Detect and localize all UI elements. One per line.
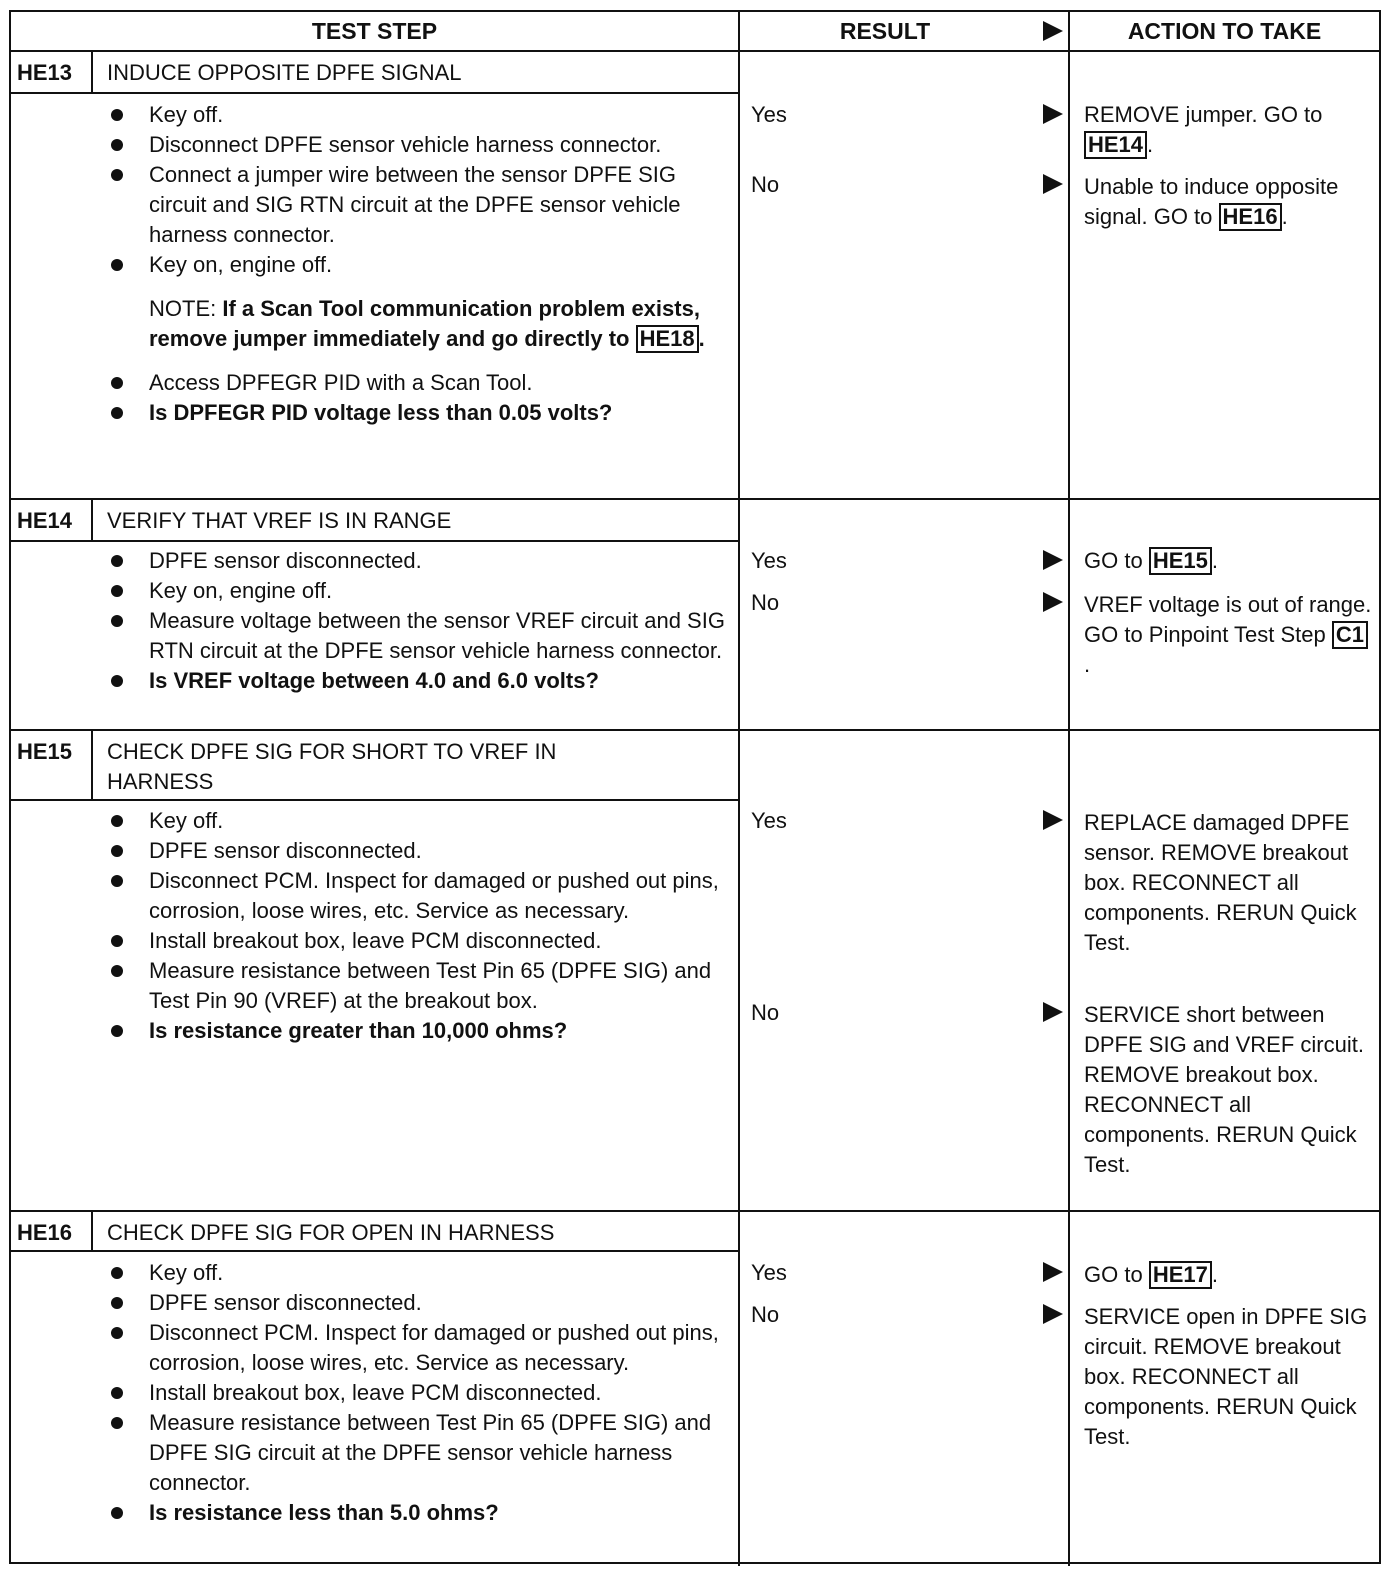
instruction-item: Key on, engine off. — [107, 576, 732, 606]
instruction-item: Key off. — [107, 100, 732, 130]
instruction-item: Key on, engine off. — [107, 250, 732, 280]
bullet-icon — [111, 109, 123, 121]
action-yes: REPLACE damaged DPFE sensor. REMOVE breakout box. RECONNECT all components. RERUN Quick Test. — [1084, 810, 1357, 955]
step-reference-he16[interactable]: HE16 — [1219, 203, 1282, 231]
step-header-he14 — [11, 500, 738, 542]
step-number: HE14 — [11, 500, 93, 540]
step-instructions-he16 — [107, 1258, 732, 1528]
bullet-icon — [111, 1025, 123, 1037]
bullet-icon — [111, 1417, 123, 1429]
instruction-item: Connect a jumper wire between the sensor DPFE SIG circuit and SIG RTN circuit at the DPFE sensor vehicle harness connector. — [107, 160, 732, 250]
bullet-icon — [111, 875, 123, 887]
action-no: VREF voltage is out of range. GO to Pinpoint Test Step C1. — [1084, 592, 1372, 677]
instruction-item: DPFE sensor disconnected. — [107, 1288, 732, 1318]
result-yes: Yes — [751, 102, 787, 127]
bullet-icon — [111, 675, 123, 687]
bullet-icon — [111, 585, 123, 597]
instruction-item: Key off. — [107, 1258, 732, 1288]
column-divider-result-action — [1068, 12, 1070, 1566]
instruction-item: Measure voltage between the sensor VREF circuit and SIG RTN circuit at the DPFE sensor vehicle harness connector. — [107, 606, 732, 666]
step-instructions-he15 — [107, 806, 732, 1046]
result-yes: Yes — [751, 1260, 787, 1285]
step-header-he15 — [11, 731, 738, 801]
note-text: If a Scan Tool communication problem exists, remove jumper immediately and go directly to — [149, 296, 700, 351]
instruction-item: DPFE sensor disconnected. — [107, 546, 732, 576]
diagnostic-table — [9, 10, 1381, 1564]
arrow-icon — [1043, 1304, 1063, 1324]
bullet-icon — [111, 555, 123, 567]
instruction-item: Install breakout box, leave PCM disconnected. — [107, 926, 732, 956]
bullet-icon — [111, 169, 123, 181]
bullet-icon — [111, 935, 123, 947]
arrow-icon — [1043, 810, 1063, 830]
result-no: No — [751, 172, 780, 197]
step-title: INDUCE OPPOSITE DPFE SIGNAL — [107, 60, 462, 85]
bullet-icon — [111, 259, 123, 271]
arrow-icon — [1043, 592, 1063, 612]
bullet-icon — [111, 1327, 123, 1339]
instruction-item: Measure resistance between Test Pin 65 (DPFE SIG) and DPFE SIG circuit at the DPFE sensor vehicle harness connector. — [107, 1408, 732, 1498]
bullet-icon — [111, 377, 123, 389]
instruction-question: Is VREF voltage between 4.0 and 6.0 volts? — [107, 666, 732, 696]
step-title: VERIFY THAT VREF IS IN RANGE — [107, 508, 452, 533]
instruction-question: Is resistance less than 5.0 ohms? — [107, 1498, 732, 1528]
result-no: No — [751, 1000, 780, 1025]
bullet-icon — [111, 815, 123, 827]
result-no: No — [751, 590, 780, 615]
step-reference-c1[interactable]: C1 — [1332, 621, 1368, 649]
step-reference-he15[interactable]: HE15 — [1149, 547, 1212, 575]
arrow-icon — [1043, 174, 1063, 194]
step-number: HE16 — [11, 1212, 93, 1250]
step-reference-he17[interactable]: HE17 — [1149, 1261, 1212, 1289]
bullet-icon — [111, 1387, 123, 1399]
action-no: Unable to induce opposite signal. GO to HE16 . — [1084, 174, 1339, 229]
header-arrow-icon — [1043, 21, 1063, 41]
bullet-icon — [111, 965, 123, 977]
header-action: ACTION TO TAKE — [1127, 18, 1322, 44]
result-no: No — [751, 1302, 780, 1327]
instruction-item: Key off. — [107, 806, 732, 836]
bullet-icon — [111, 1507, 123, 1519]
step-instructions-he14 — [107, 546, 732, 696]
instruction-item: Measure resistance between Test Pin 65 (DPFE SIG) and Test Pin 90 (VREF) at the breakout box. — [107, 956, 732, 1016]
column-divider-test-result — [738, 12, 740, 1566]
bullet-icon — [111, 1297, 123, 1309]
result-yes: Yes — [751, 808, 787, 833]
step-instructions-he13 — [107, 100, 732, 428]
arrow-icon — [1043, 104, 1063, 124]
step-title: CHECK DPFE SIG FOR SHORT TO VREF IN HARNESS — [107, 739, 557, 794]
step-title: CHECK DPFE SIG FOR OPEN IN HARNESS — [107, 1220, 555, 1245]
bullet-icon — [111, 1267, 123, 1279]
step-reference-he18[interactable]: HE18 — [636, 325, 699, 353]
bullet-icon — [111, 615, 123, 627]
action-yes: GO to HE15 . — [1084, 548, 1218, 573]
bullet-icon — [111, 407, 123, 419]
header-test-step: TEST STEP — [311, 18, 438, 44]
instruction-item: DPFE sensor disconnected. — [107, 836, 732, 866]
action-no: SERVICE short between DPFE SIG and VREF circuit. REMOVE breakout box. RECONNECT all components. RERUN Quick Test. — [1084, 1002, 1364, 1177]
instruction-item: Access DPFEGR PID with a Scan Tool. — [107, 368, 732, 398]
arrow-icon — [1043, 1002, 1063, 1022]
note: NOTE: If a Scan Tool communication problem exists, remove jumper immediately and go directly to HE18 . — [149, 296, 705, 351]
action-yes: REMOVE jumper. GO to HE14 . — [1084, 102, 1323, 157]
instruction-item: Disconnect DPFE sensor vehicle harness connector. — [107, 130, 732, 160]
step-number: HE13 — [11, 52, 93, 92]
instruction-item: Install breakout box, leave PCM disconnected. — [107, 1378, 732, 1408]
header-result: RESULT — [839, 18, 931, 44]
result-yes: Yes — [751, 548, 787, 573]
arrow-icon — [1043, 1262, 1063, 1282]
action-yes: GO to HE17 . — [1084, 1262, 1218, 1287]
step-number: HE15 — [11, 731, 93, 799]
step-header-he13 — [11, 52, 738, 94]
instruction-question: Is resistance greater than 10,000 ohms? — [107, 1016, 732, 1046]
note-label: NOTE: — [149, 296, 217, 321]
step-header-he16 — [11, 1212, 738, 1252]
bullet-icon — [111, 845, 123, 857]
bullet-icon — [111, 139, 123, 151]
instruction-question: Is DPFEGR PID voltage less than 0.05 volts? — [107, 398, 732, 428]
instruction-item: Disconnect PCM. Inspect for damaged or pushed out pins, corrosion, loose wires, etc. Service as necessary. — [107, 1318, 732, 1378]
table-header — [11, 12, 1379, 52]
action-no: SERVICE open in DPFE SIG circuit. REMOVE breakout box. RECONNECT all components. RERUN Quick Test. — [1084, 1304, 1368, 1449]
instruction-item: Disconnect PCM. Inspect for damaged or pushed out pins, corrosion, loose wires, etc. Service as necessary. — [107, 866, 732, 926]
arrow-icon — [1043, 550, 1063, 570]
step-reference-he14[interactable]: HE14 — [1084, 131, 1147, 159]
